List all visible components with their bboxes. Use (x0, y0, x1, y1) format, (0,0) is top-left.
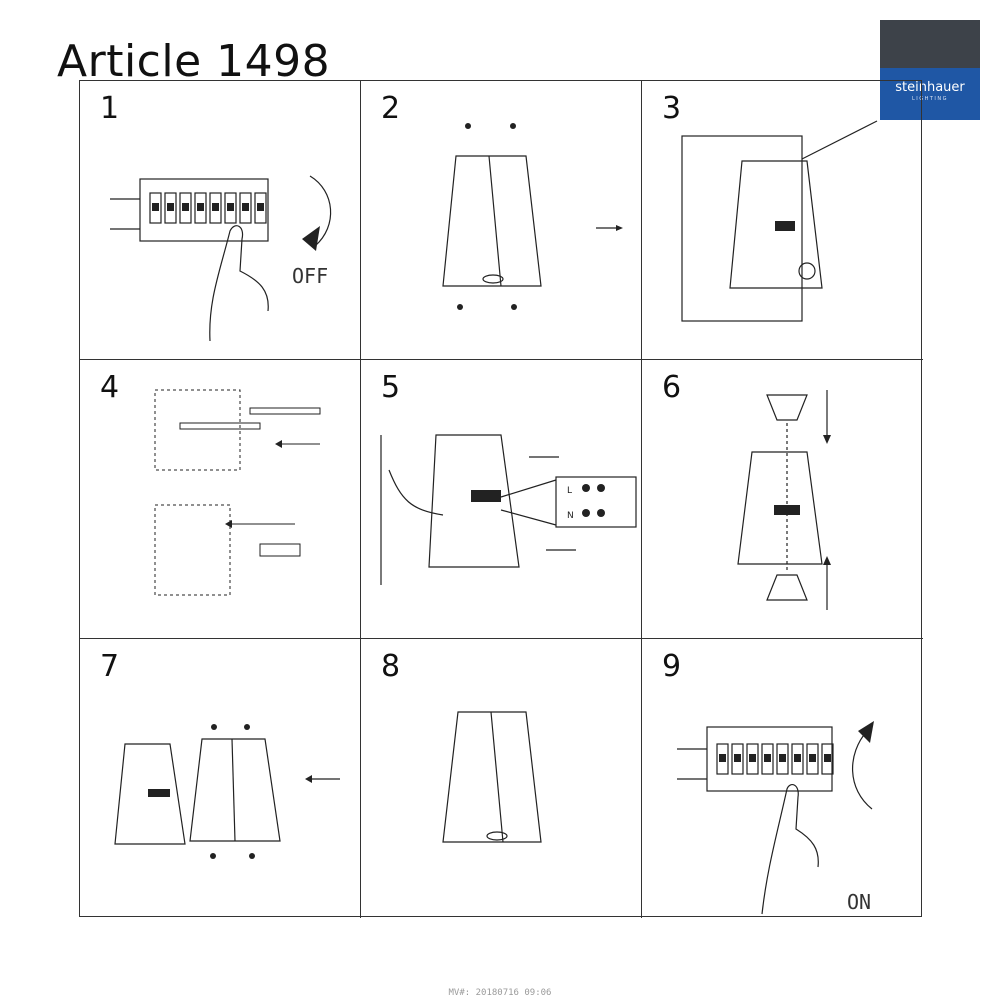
socket (774, 505, 800, 515)
bulb-insert-illustration (642, 360, 923, 639)
terminal-block (471, 490, 501, 502)
step-1-panel (80, 81, 361, 360)
terminal-l-label: L (567, 486, 573, 496)
drill-wall-illustration (80, 360, 361, 639)
page-title: Article 1498 (57, 36, 331, 87)
arrow-down-icon (823, 435, 831, 444)
step-7-panel (80, 639, 361, 918)
open-fixture-illustration (361, 81, 642, 360)
step-number: 2 (381, 91, 401, 126)
breaker-off-illustration (80, 81, 361, 360)
arrow-right-icon (616, 225, 623, 231)
step-number: 1 (100, 91, 120, 126)
step-3-panel (642, 81, 923, 360)
step-number: 8 (381, 649, 401, 684)
arrow-down-icon (302, 226, 320, 251)
footer-version: MV#: 20180716 09:06 (448, 988, 552, 998)
step-number: 5 (381, 370, 401, 405)
step-2-panel (361, 81, 642, 360)
on-label: ON (847, 890, 872, 914)
terminal-block (775, 221, 795, 231)
step-6-panel (642, 360, 923, 639)
step-5-panel (361, 360, 642, 639)
logo-name: steinhauer (895, 80, 965, 95)
step-number: 6 (662, 370, 682, 405)
step-number: 7 (100, 649, 120, 684)
close-fixture-illustration (80, 639, 361, 918)
arrow-left-icon (305, 775, 312, 783)
terminal-n-label: N (567, 511, 574, 521)
instruction-grid (79, 80, 922, 917)
logo-subtitle: LIGHTING (911, 96, 949, 102)
step-8-panel (361, 639, 642, 918)
wiring-illustration (361, 360, 642, 639)
arrow-up-icon (823, 556, 831, 565)
finished-fixture-illustration (361, 639, 642, 918)
step-number: 3 (662, 91, 682, 126)
arrow-left-icon (275, 440, 282, 448)
step-4-panel (80, 360, 361, 639)
step-number: 4 (100, 370, 120, 405)
breaker-on-illustration (642, 639, 923, 918)
mark-wall-illustration (642, 81, 923, 360)
off-label: OFF (292, 264, 329, 288)
step-9-panel (642, 639, 923, 918)
step-number: 9 (662, 649, 682, 684)
